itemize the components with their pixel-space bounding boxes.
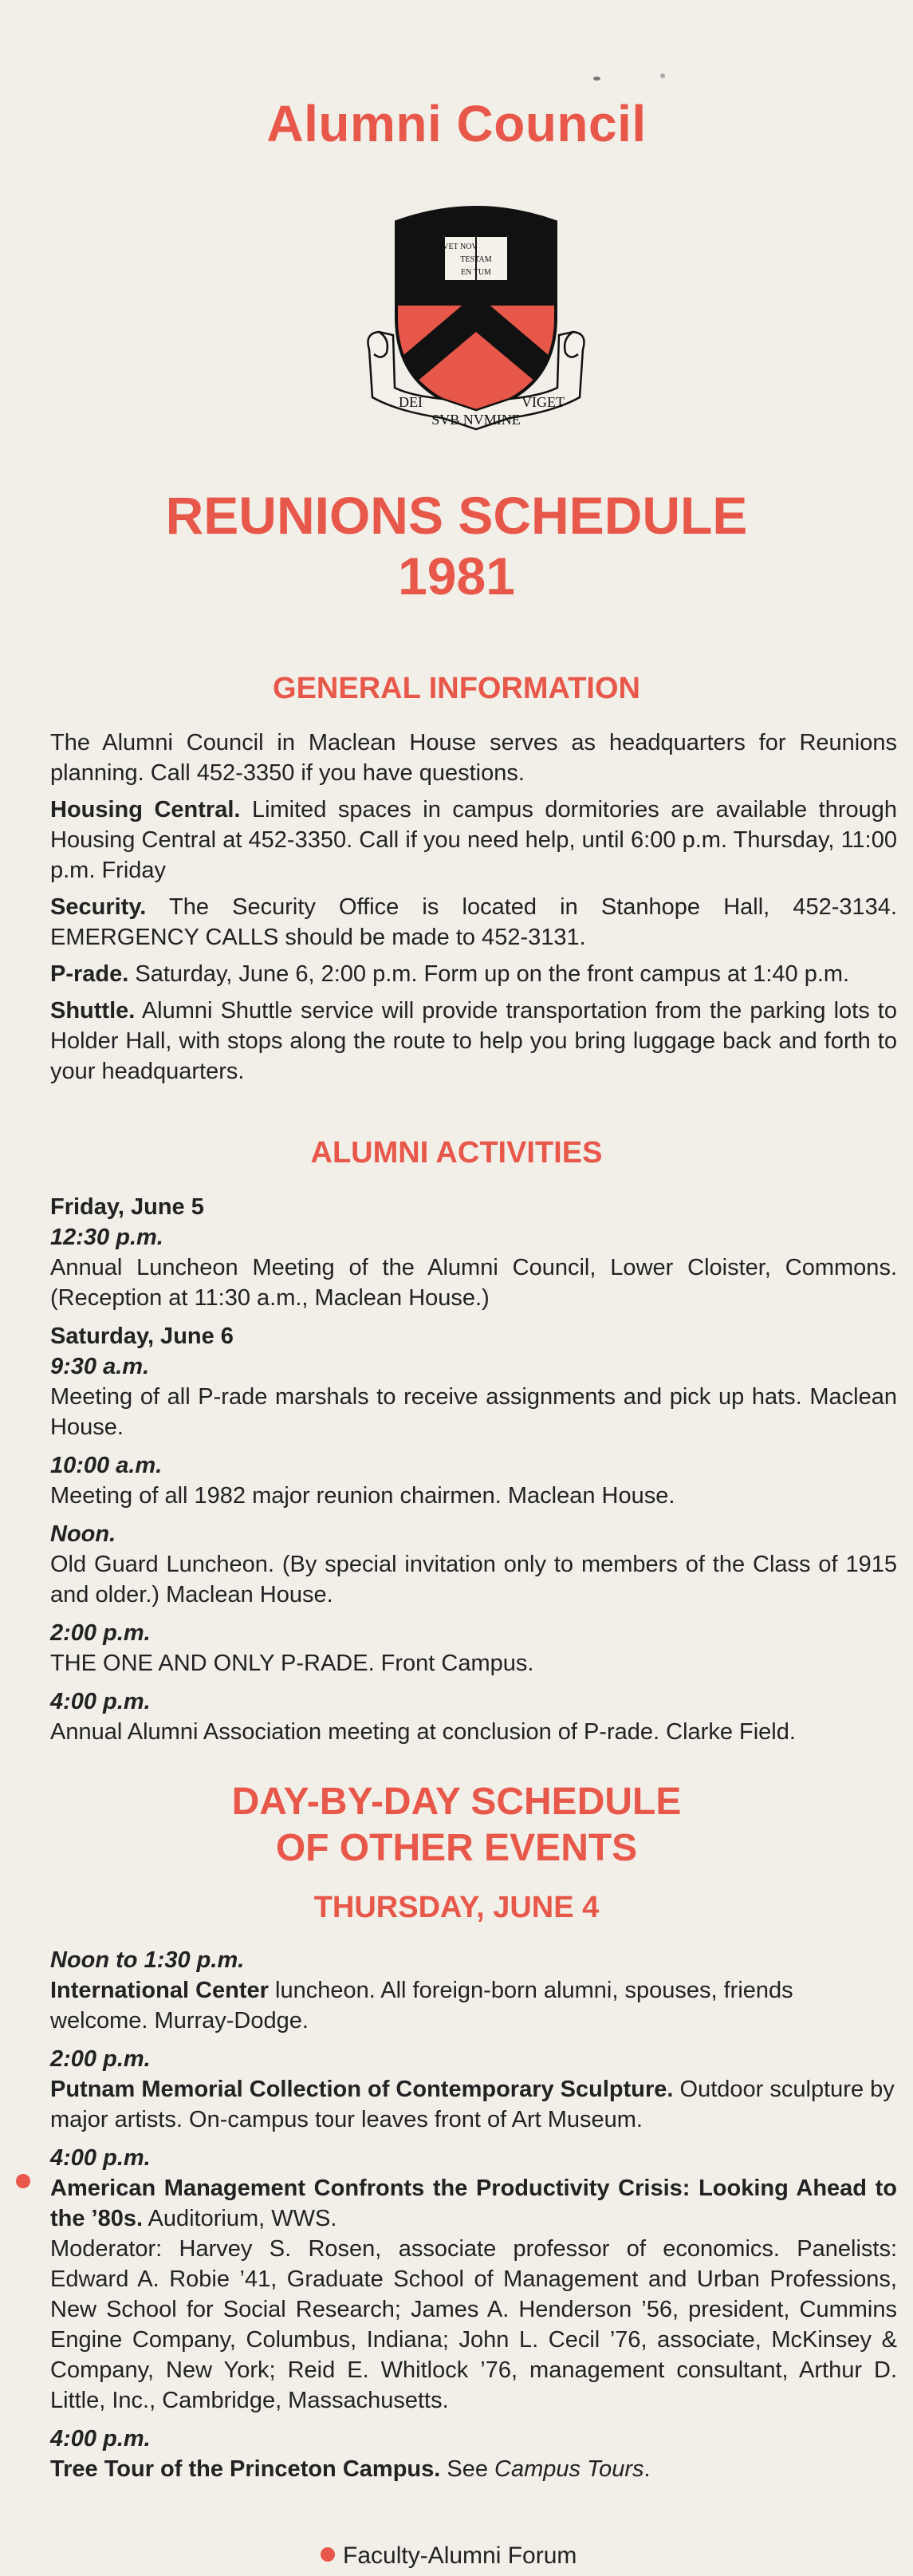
activity-time: 9:30 a.m. bbox=[50, 1354, 150, 1379]
info-item-text: Alumni Shuttle service will provide transportation from the parking lots to Holder Hall, with stops along the route to help you bring luggage back and forth to your headquarters. bbox=[50, 998, 897, 1084]
activity-entry bbox=[50, 1686, 897, 1747]
event-title: Tree Tour of the Princeton Campus. bbox=[50, 2456, 441, 2482]
print-speck bbox=[593, 77, 600, 81]
forum-bullet-icon bbox=[16, 2174, 30, 2188]
activity-time: 4:00 p.m. bbox=[50, 1689, 151, 1714]
forum-legend-label: Faculty-Alumni Forum bbox=[343, 2542, 577, 2569]
schedule-title bbox=[0, 485, 913, 606]
event-time: 4:00 p.m. bbox=[50, 2426, 151, 2452]
activity-entry bbox=[50, 1351, 897, 1442]
event-text: See bbox=[440, 2456, 495, 2482]
info-item bbox=[50, 795, 897, 886]
event-time: 2:00 p.m. bbox=[50, 2046, 151, 2072]
activity-day: Saturday, June 6 bbox=[50, 1324, 234, 1349]
event-text: luncheon. All foreign-born alumni, spouses, friends welcome. Murray-Dodge. bbox=[50, 1978, 793, 2034]
event-entry bbox=[50, 2143, 897, 2416]
council-title: Alumni Council bbox=[266, 95, 647, 152]
event-entry bbox=[50, 1945, 897, 2036]
crest-banner-center: SVB NVMINE bbox=[431, 412, 521, 428]
activity-time: Noon. bbox=[50, 1521, 116, 1547]
event-text-italic: Campus Tours bbox=[494, 2456, 644, 2482]
alumni-activities-body bbox=[50, 1192, 897, 1755]
day-by-day-body bbox=[50, 1945, 897, 2492]
crest-banner-left: DEI bbox=[399, 394, 423, 410]
activity-text: Meeting of all 1982 major reunion chairmen. Maclean House. bbox=[50, 1483, 675, 1509]
crest-book-text: EN TUM bbox=[461, 268, 491, 277]
activity-time: 12:30 p.m. bbox=[50, 1225, 163, 1250]
general-information-intro: The Alumni Council in Maclean House serves as headquarters for Reunions planning. Call 452-3350 if you have questions. bbox=[50, 730, 897, 786]
event-text: Auditorium, WWS. bbox=[143, 2206, 337, 2231]
activity-text: Annual Luncheon Meeting of the Alumni Council, Lower Cloister, Commons. (Reception at 11:30 a.m., Maclean House.) bbox=[50, 1255, 897, 1311]
general-information-body bbox=[50, 728, 897, 1093]
event-text: Outdoor sculpture by major artists. On-campus tour leaves front of Art Museum. bbox=[50, 2077, 895, 2132]
activity-entry bbox=[50, 1618, 897, 1679]
event-time: Noon to 1:30 p.m. bbox=[50, 1947, 245, 1973]
forum-legend-bullet-icon bbox=[321, 2547, 335, 2562]
info-item-label: Housing Central. bbox=[50, 797, 241, 823]
event-title: International Center bbox=[50, 1978, 269, 2003]
activity-text: Meeting of all P-rade marshals to receive assignments and pick up hats. Maclean House. bbox=[50, 1384, 897, 1440]
event-entry bbox=[50, 2044, 897, 2135]
event-entry bbox=[50, 2424, 897, 2484]
print-speck bbox=[660, 73, 665, 78]
crest-book-text: VET NOV bbox=[443, 243, 478, 251]
day-by-day-heading-line1: DAY-BY-DAY SCHEDULE bbox=[231, 1781, 682, 1823]
activity-entry bbox=[50, 1450, 897, 1511]
schedule-title-year: 1981 bbox=[398, 546, 515, 606]
thursday-heading: THURSDAY, JUNE 4 bbox=[313, 1891, 600, 1924]
info-item-text: The Security Office is located in Stanhope Hall, 452-3134. EMERGENCY CALLS should be made to 452-3131. bbox=[50, 894, 897, 950]
activity-text: THE ONE AND ONLY P-RADE. Front Campus. bbox=[50, 1651, 534, 1676]
info-item-label: P-rade. bbox=[50, 961, 129, 987]
general-information-heading: GENERAL INFORMATION bbox=[273, 672, 640, 705]
crest-banner-right: VIGET bbox=[521, 394, 565, 410]
event-time: 4:00 p.m. bbox=[50, 2145, 151, 2171]
activity-time: 2:00 p.m. bbox=[50, 1620, 151, 1646]
info-item-text: Limited spaces in campus dormitories are available through Housing Central at 452-3350. Call if you need help, until 6:00 p.m. Thursday, 11:00 p.m. Friday bbox=[50, 797, 897, 883]
schedule-title-line1: REUNIONS SCHEDULE bbox=[165, 486, 748, 545]
activity-day: Friday, June 5 bbox=[50, 1194, 204, 1220]
shield-icon bbox=[363, 198, 589, 445]
event-title: American Management Confronts the Productivity Crisis: Looking Ahead to the ’80s. bbox=[50, 2176, 897, 2231]
info-item bbox=[50, 996, 897, 1087]
activity-entry bbox=[50, 1222, 897, 1313]
activity-text: Old Guard Luncheon. (By special invitation only to members of the Class of 1915 and older.) Maclean House. bbox=[50, 1552, 897, 1608]
alumni-activities-heading: ALUMNI ACTIVITIES bbox=[310, 1136, 603, 1170]
activity-text: Annual Alumni Association meeting at conclusion of P-rade. Clarke Field. bbox=[50, 1719, 796, 1745]
event-title: Putnam Memorial Collection of Contemporary Sculpture. bbox=[50, 2077, 674, 2102]
princeton-crest bbox=[363, 198, 589, 445]
day-by-day-heading bbox=[0, 1779, 913, 1872]
info-item-label: Shuttle. bbox=[50, 998, 136, 1024]
info-item bbox=[50, 959, 897, 989]
activity-entry bbox=[50, 1519, 897, 1610]
day-by-day-heading-line2: OF OTHER EVENTS bbox=[275, 1827, 638, 1869]
info-item bbox=[50, 892, 897, 953]
info-item-text: Saturday, June 6, 2:00 p.m. Form up on the front campus at 1:40 p.m. bbox=[128, 961, 850, 987]
info-item-label: Security. bbox=[50, 894, 147, 920]
crest-book-text: TESTAM bbox=[460, 255, 492, 264]
activity-time: 10:00 a.m. bbox=[50, 1453, 163, 1478]
event-detail: Moderator: Harvey S. Rosen, associate professor of economics. Panelists: Edward A. Robie ’41, Graduate School of Management and Urban Professions, New School for Social Research; James A. Henderson ’56, president, Cummins Engine Company, Columbus, Indiana; John L. Cecil ’76, associate, McKinsey & Company, New York; Reid E. Whitlock ’76, management consultant, Arthur D. Little, Inc., Cambridge, Massachusetts. bbox=[50, 2236, 897, 2413]
event-text-end: . bbox=[643, 2456, 651, 2482]
